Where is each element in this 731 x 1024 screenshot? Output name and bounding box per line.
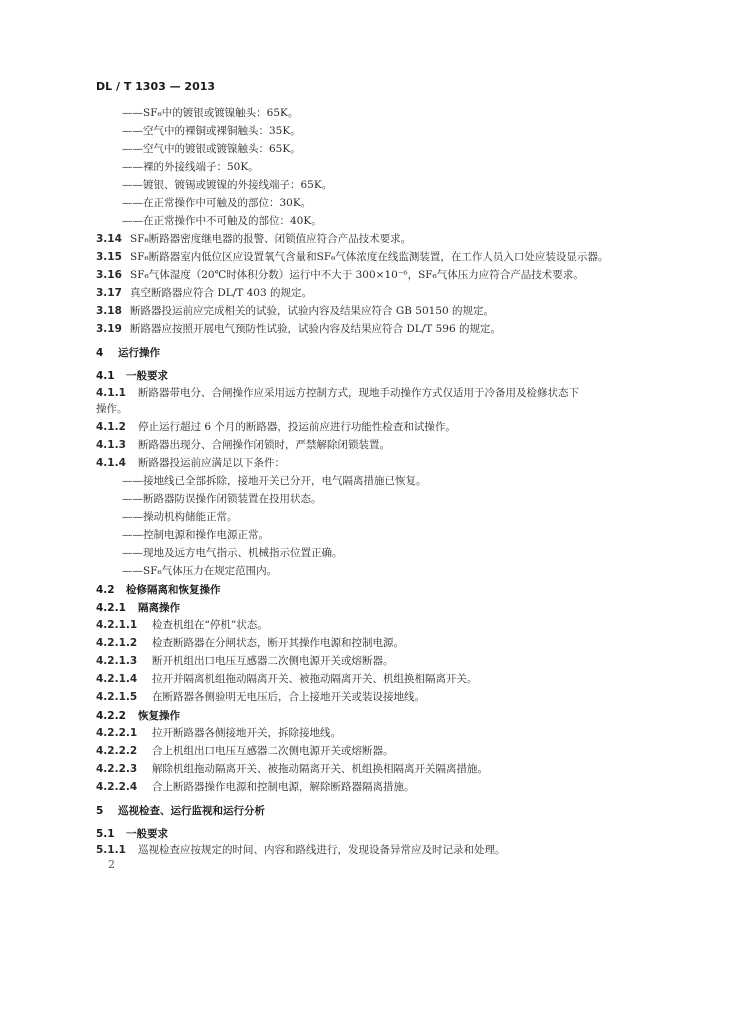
subsection-title: 一般要求 xyxy=(126,828,168,840)
subsection-number: 4.2 xyxy=(96,584,115,596)
standard-code-header: DL / T 1303 — 2013 xyxy=(96,80,216,93)
clause-text: 合上机组出口电压互感器二次侧电源开关或熔断器。 xyxy=(152,745,394,757)
clause-number: 4.1.1 xyxy=(96,387,126,399)
clause-number: 4.1.2 xyxy=(96,421,126,433)
clause-4-1-2 xyxy=(96,420,456,434)
section-heading-4 xyxy=(96,345,160,360)
clause-number: 3.17 xyxy=(96,287,122,299)
clause-number: 3.15 xyxy=(96,251,122,263)
clause-text: 断开机组出口电压互感器二次侧电源开关或熔断器。 xyxy=(152,655,394,667)
subsection-heading-4-2 xyxy=(96,582,221,597)
subsection-heading-4-1 xyxy=(96,368,168,383)
page-number: 2 xyxy=(108,858,115,871)
clause-text: 断路器应按照开展电气预防性试验，试验内容及结果应符合 DL/T 596 的规定。 xyxy=(130,323,501,335)
clause-text: 断路器带电分、合闸操作应采用远方控制方式，现地手动操作方式仅适用于冷备用及检修状态下 xyxy=(138,387,579,399)
clause-number: 4.2.2.1 xyxy=(96,727,138,739)
clause-number: 4.2.2.2 xyxy=(96,745,138,757)
list-item: ——在正常操作中可触及的部位：30K。 xyxy=(122,197,312,209)
clause-text: 检查断路器在分闸状态，断开其操作电源和控制电源。 xyxy=(152,637,404,649)
clause-3-17 xyxy=(96,286,312,300)
clause-text: 合上断路器操作电源和控制电源，解除断路器隔离措施。 xyxy=(152,781,415,793)
subsection-heading-5-1 xyxy=(96,826,168,841)
list-item: ——裸的外接线端子：50K。 xyxy=(122,161,259,173)
subsection-number: 4.2.1 xyxy=(96,602,126,614)
clause-text: SF₆断路器密度继电器的报警、闭锁值应符合产品技术要求。 xyxy=(130,233,412,245)
clause-number: 4.2.1.3 xyxy=(96,655,138,667)
subsection-number: 4.2.2 xyxy=(96,710,126,722)
subsection-title: 隔离操作 xyxy=(138,602,180,614)
list-item: ——操动机构储能正常。 xyxy=(122,511,238,523)
clause-3-18 xyxy=(96,304,494,318)
list-item: ——空气中的裸铜或裸铜触头：35K。 xyxy=(122,125,301,137)
subsection-number: 5.1 xyxy=(96,828,115,840)
clause-3-19 xyxy=(96,322,501,336)
list-item: ——接地线已全部拆除，接地开关已分开，电气隔离措施已恢复。 xyxy=(122,475,427,487)
list-item: ——SF₆气体压力在规定范围内。 xyxy=(122,565,278,577)
clause-number: 3.19 xyxy=(96,323,122,335)
clause-4-2-1-1 xyxy=(96,618,268,632)
clause-number: 3.18 xyxy=(96,305,122,317)
clause-text: 断路器投运前应完成相关的试验，试验内容及结果应符合 GB 50150 的规定。 xyxy=(130,305,495,317)
clause-text: 断路器出现分、合闸操作闭锁时，严禁解除闭锁装置。 xyxy=(138,439,390,451)
list-item: ——空气中的镀银或镀镍触头：65K。 xyxy=(122,143,301,155)
clause-text: SF₆断路器室内低位区应设置氧气含量和SF₆气体浓度在线监测装置，在工作人员入口处应装设显示器。 xyxy=(130,251,609,263)
clause-number: 4.2.2.4 xyxy=(96,781,138,793)
section-title: 运行操作 xyxy=(118,347,160,359)
clause-3-16 xyxy=(96,268,584,282)
clause-text: 解除机组拖动隔离开关、被拖动隔离开关、机组换相隔离开关隔离措施。 xyxy=(152,763,488,775)
clause-4-2-1-3 xyxy=(96,654,394,668)
clause-number: 3.14 xyxy=(96,233,122,245)
subsection-title: 恢复操作 xyxy=(138,710,180,722)
list-item: ——控制电源和操作电源正常。 xyxy=(122,529,269,541)
clause-4-2-1-5 xyxy=(96,690,425,704)
section-number: 4 xyxy=(96,347,104,359)
list-item: ——在正常操作中不可触及的部位：40K。 xyxy=(122,215,322,227)
clause-number: 3.16 xyxy=(96,269,122,281)
clause-5-1-1 xyxy=(96,843,506,857)
clause-3-15 xyxy=(96,250,608,264)
clause-4-1-1-continued: 操作。 xyxy=(96,403,128,415)
clause-4-1-3 xyxy=(96,438,390,452)
clause-4-2-2-2 xyxy=(96,744,394,758)
clause-number: 4.2.1.2 xyxy=(96,637,138,649)
list-item: ——SF₆中的镀银或镀镍触头：65K。 xyxy=(122,107,299,119)
clause-number: 5.1.1 xyxy=(96,844,126,856)
clause-text: 断路器投运前应满足以下条件： xyxy=(138,457,285,469)
list-item: ——镀银、镀锡或镀镍的外接线端子：65K。 xyxy=(122,179,333,191)
clause-text: 在断路器各侧验明无电压后，合上接地开关或装设接地线。 xyxy=(152,691,425,703)
clause-4-2-1-4 xyxy=(96,672,478,686)
clause-text: SF₆气体湿度（20℃时体积分数）运行中不大于 300×10⁻⁶，SF₆气体压力应符合产品技术要求。 xyxy=(130,269,584,281)
clause-text: 停止运行超过 6 个月的断路器，投运前应进行功能性检查和试操作。 xyxy=(138,421,456,433)
clause-number: 4.2.2.3 xyxy=(96,763,138,775)
clause-text: 巡视检查应按规定的时间、内容和路线进行，发现设备异常应及时记录和处理。 xyxy=(138,844,506,856)
clause-number: 4.2.1.5 xyxy=(96,691,138,703)
clause-text: 拉开并隔离机组拖动隔离开关、被拖动隔离开关、机组换相隔离开关。 xyxy=(152,673,478,685)
clause-text: 真空断路器应符合 DL/T 403 的规定。 xyxy=(130,287,312,299)
clause-4-2-1-2 xyxy=(96,636,404,650)
clause-4-1-1 xyxy=(96,386,579,400)
subsection-title: 检修隔离和恢复操作 xyxy=(126,584,221,596)
subsection-number: 4.1 xyxy=(96,370,115,382)
section-title: 巡视检查、运行监视和运行分析 xyxy=(118,805,265,817)
section-heading-5 xyxy=(96,803,265,818)
subsection-heading-4-2-1 xyxy=(96,600,180,615)
subsection-title: 一般要求 xyxy=(126,370,168,382)
clause-4-1-4 xyxy=(96,456,285,470)
clause-number: 4.2.1.4 xyxy=(96,673,138,685)
clause-3-14 xyxy=(96,232,411,246)
clause-text: 检查机组在“停机”状态。 xyxy=(152,619,268,631)
clause-number: 4.1.4 xyxy=(96,457,126,469)
subsection-heading-4-2-2 xyxy=(96,708,180,723)
clause-4-2-2-4 xyxy=(96,780,415,794)
clause-text: 拉开断路器各侧接地开关，拆除接地线。 xyxy=(152,727,341,739)
list-item: ——现地及远方电气指示、机械指示位置正确。 xyxy=(122,547,343,559)
clause-number: 4.1.3 xyxy=(96,439,126,451)
clause-number: 4.2.1.1 xyxy=(96,619,138,631)
section-number: 5 xyxy=(96,805,104,817)
clause-4-2-2-1 xyxy=(96,726,341,740)
clause-4-2-2-3 xyxy=(96,762,488,776)
list-item: ——断路器防误操作闭锁装置在投用状态。 xyxy=(122,493,322,505)
